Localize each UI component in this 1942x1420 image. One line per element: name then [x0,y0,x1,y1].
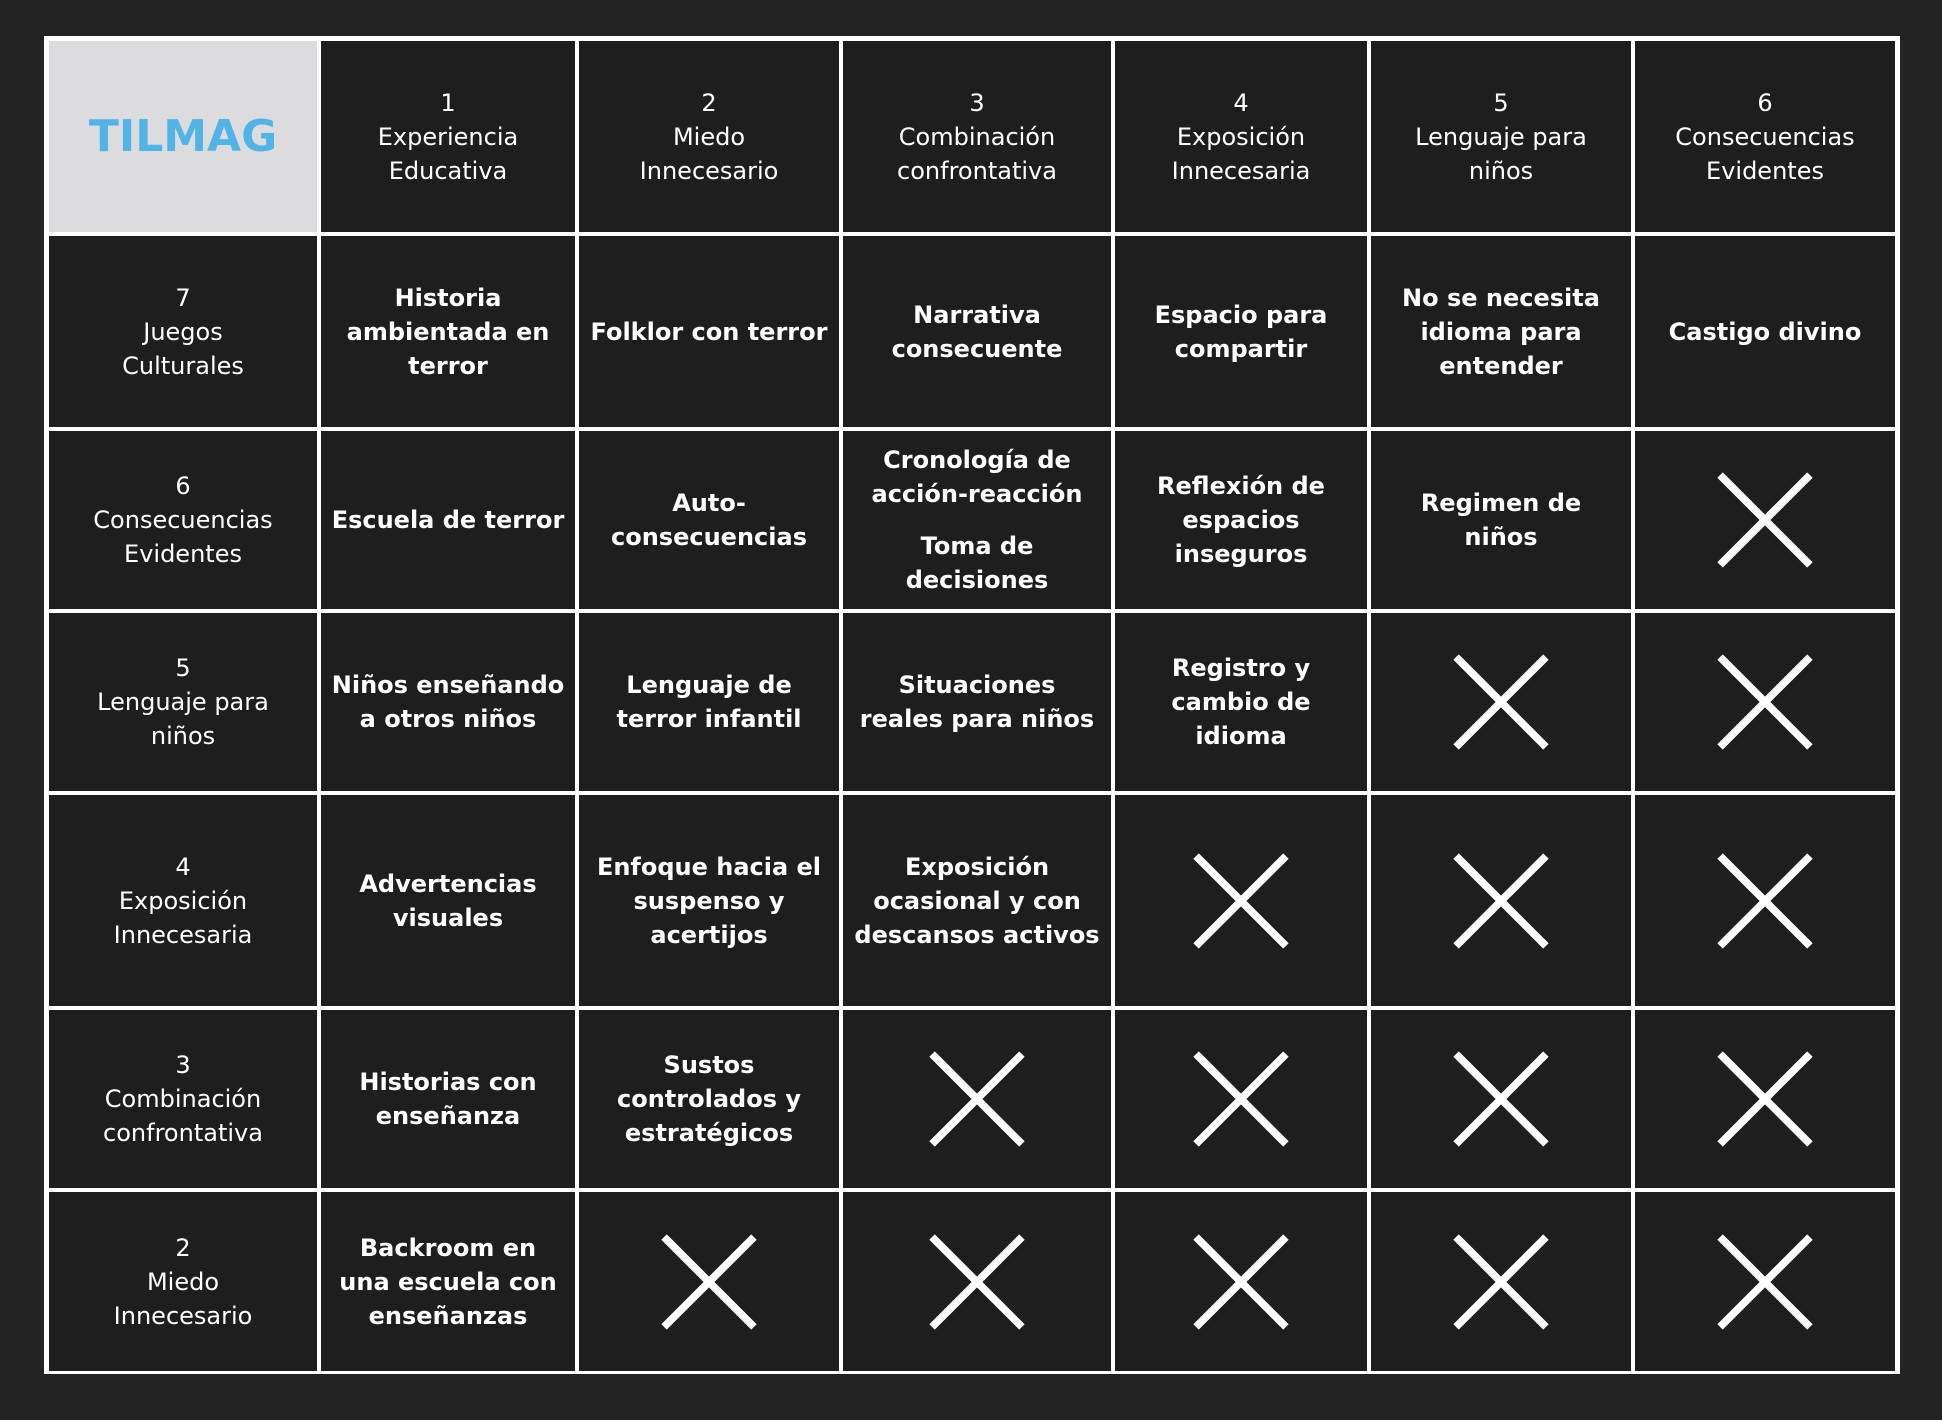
column-label-line2: Educativa [388,156,508,185]
x-mark-icon [929,1051,1025,1147]
matrix-cell: Backroom en una escuela con enseñanzas [319,1190,577,1373]
column-number: 4 [1233,88,1249,117]
x-mark-icon [1193,1051,1289,1147]
matrix-cell: Exposición ocasional y con descansos activos [841,793,1113,1008]
matrix-title: TILMAG [88,111,278,162]
empty-cell [1113,1008,1369,1190]
row-label-line2: Innecesaria [113,920,253,949]
matrix-cell: Regimen de niños [1369,429,1633,611]
column-header-2 [577,39,841,234]
column-header-1 [319,39,577,234]
row-label-line1: Combinación [104,1085,262,1113]
x-mark-icon [1453,654,1549,750]
column-label-line1: Exposición [1176,122,1306,151]
row-label-line1: Lenguaje para [97,688,269,716]
matrix-cell: Reflexión de espacios inseguros [1113,429,1369,611]
empty-cell [1633,793,1897,1008]
column-header-6 [1633,39,1897,234]
column-label-line2: Innecesaria [1171,156,1311,185]
x-mark-icon [1453,1234,1549,1330]
matrix-cell: Advertencias visuales [319,793,577,1008]
row-header-3 [47,1008,319,1190]
matrix-cell: Registro y cambio de idioma [1113,611,1369,793]
matrix-cell: Niños enseñando a otros niños [319,611,577,793]
row-label-line2: Evidentes [124,540,242,568]
empty-cell [1113,793,1369,1008]
x-mark-icon [1717,472,1813,568]
column-label-line1: Consecuencias [1675,122,1855,151]
corner-cell [47,39,319,234]
column-number: 1 [440,88,456,117]
row-number: 5 [175,654,191,682]
empty-cell [1369,1190,1633,1373]
empty-cell [1369,1008,1633,1190]
empty-cell [1369,793,1633,1008]
x-mark-icon [1717,853,1813,949]
row-header-7 [47,234,319,429]
matrix-cell: No se necesita idioma para entender [1369,234,1633,429]
matrix-cell: Narrativa consecuente [841,234,1113,429]
row-label-line1: Juegos [143,317,223,346]
row-label-line2: confrontativa [103,1119,263,1147]
row-header-4 [47,793,319,1008]
matrix-cell: Escuela de terror [319,429,577,611]
row-number: 3 [175,1051,191,1079]
empty-cell [1633,1190,1897,1373]
matrix-cell: Castigo divino [1633,234,1897,429]
empty-cell [1633,429,1897,611]
matrix-cell-line: Cronología de acción-reacción [871,446,1083,508]
x-mark-icon [1717,1234,1813,1330]
column-number: 6 [1757,88,1773,117]
row-number: 4 [175,852,191,881]
column-label-line2: Evidentes [1706,156,1824,185]
row-label-line1: Miedo [146,1267,220,1296]
column-label-line2: niños [1468,156,1534,185]
row-label-line1: Exposición [118,886,248,915]
column-number: 3 [969,88,985,117]
column-header-5 [1369,39,1633,234]
column-number: 2 [701,88,717,117]
empty-cell [1113,1190,1369,1373]
empty-cell [841,1008,1113,1190]
row-header-5 [47,611,319,793]
matrix-cell: Sustos controlados y estratégicos [577,1008,841,1190]
matrix-cell: Espacio para compartir [1113,234,1369,429]
row-label-line1: Consecuencias [93,506,273,534]
column-header-3 [841,39,1113,234]
column-header-4 [1113,39,1369,234]
matrix-cell-line: Toma de decisiones [905,532,1049,594]
empty-cell [841,1190,1113,1373]
x-mark-icon [1717,1051,1813,1147]
x-mark-icon [929,1234,1025,1330]
matrix-cell: Folklor con terror [577,234,841,429]
matrix-cell: Enfoque hacia el suspenso y acertijos [577,793,841,1008]
matrix-cell: Historia ambientada en terror [319,234,577,429]
x-mark-icon [1193,1234,1289,1330]
column-label-line2: Innecesario [639,156,779,185]
row-label-line2: Culturales [122,351,244,380]
x-mark-icon [1453,1051,1549,1147]
matrix-cell [841,429,1113,611]
row-number: 2 [175,1233,191,1262]
column-label-line2: confrontativa [897,156,1057,185]
matrix-cell: Auto-consecuencias [577,429,841,611]
matrix-cell: Situaciones reales para niños [841,611,1113,793]
row-label-line2: niños [150,722,216,750]
row-label-line2: Innecesario [113,1301,253,1330]
empty-cell [1633,611,1897,793]
column-label-line1: Combinación [898,122,1056,151]
row-header-6 [47,429,319,611]
column-label-line1: Experiencia [377,122,519,151]
column-label-line1: Lenguaje para [1415,122,1587,151]
empty-cell [577,1190,841,1373]
empty-cell [1633,1008,1897,1190]
matrix-cell: Lenguaje de terror infantil [577,611,841,793]
matrix-cell: Historias con enseñanza [319,1008,577,1190]
tilmag-matrix [44,36,1900,1374]
row-number: 6 [175,472,191,500]
empty-cell [1369,611,1633,793]
row-number: 7 [175,283,191,312]
x-mark-icon [661,1234,757,1330]
x-mark-icon [1193,853,1289,949]
x-mark-icon [1453,853,1549,949]
column-label-line1: Miedo [672,122,746,151]
x-mark-icon [1717,654,1813,750]
row-header-2 [47,1190,319,1373]
column-number: 5 [1493,88,1509,117]
